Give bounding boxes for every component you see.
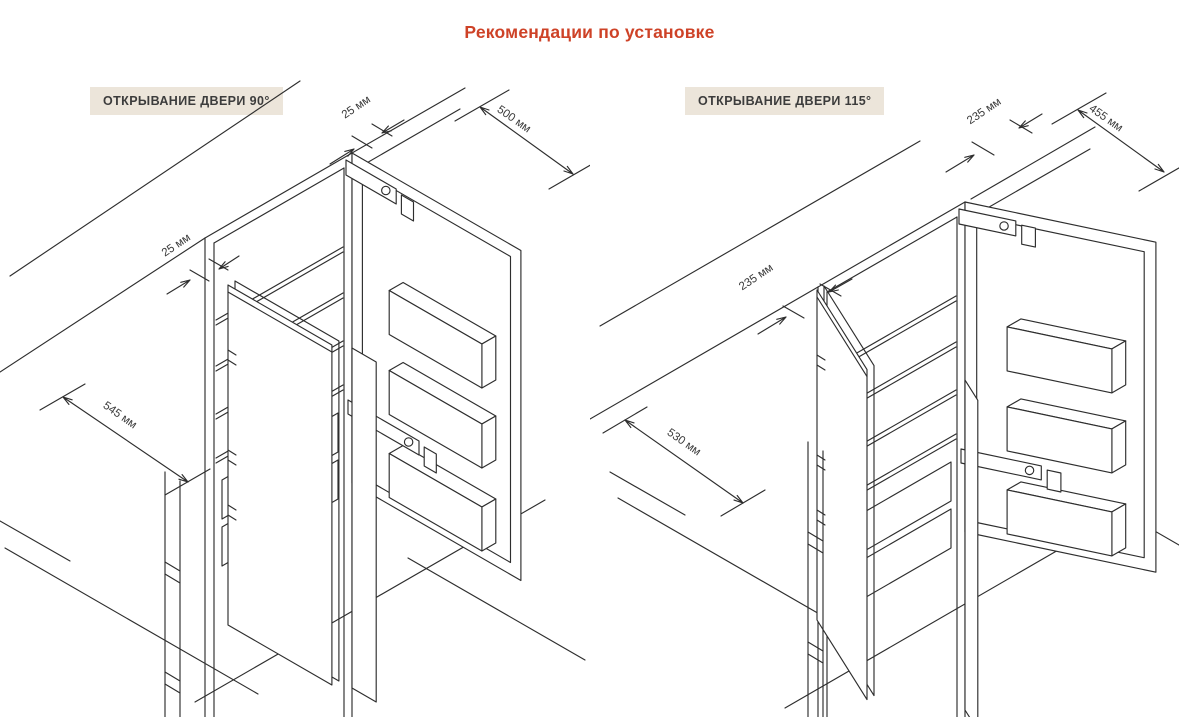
dim-label-top_gap: 235 мм [965,95,1004,128]
dim-label-door_width: 455 мм [1086,102,1125,135]
figure-label-90: ОТКРЫВАНИЕ ДВЕРИ 90° [90,87,283,115]
figure-label-115: ОТКРЫВАНИЕ ДВЕРИ 115° [685,87,884,115]
dim-label-door_width: 500 мм [494,103,533,136]
dim-label-door_clearance: 545 мм [100,399,139,432]
dim-label-side_gap: 25 мм [159,231,193,260]
figure-door-90 [0,80,590,717]
figure-door-115 [590,80,1179,717]
dim-label-top_gap: 25 мм [339,93,373,122]
fridge-drawing-90 [0,80,590,717]
dim-label-door_clearance: 530 мм [664,426,703,459]
page-title: Рекомендации по установке [464,22,715,42]
fridge-drawing-115 [590,80,1179,717]
dim-label-side_gap: 235 мм [737,261,776,294]
